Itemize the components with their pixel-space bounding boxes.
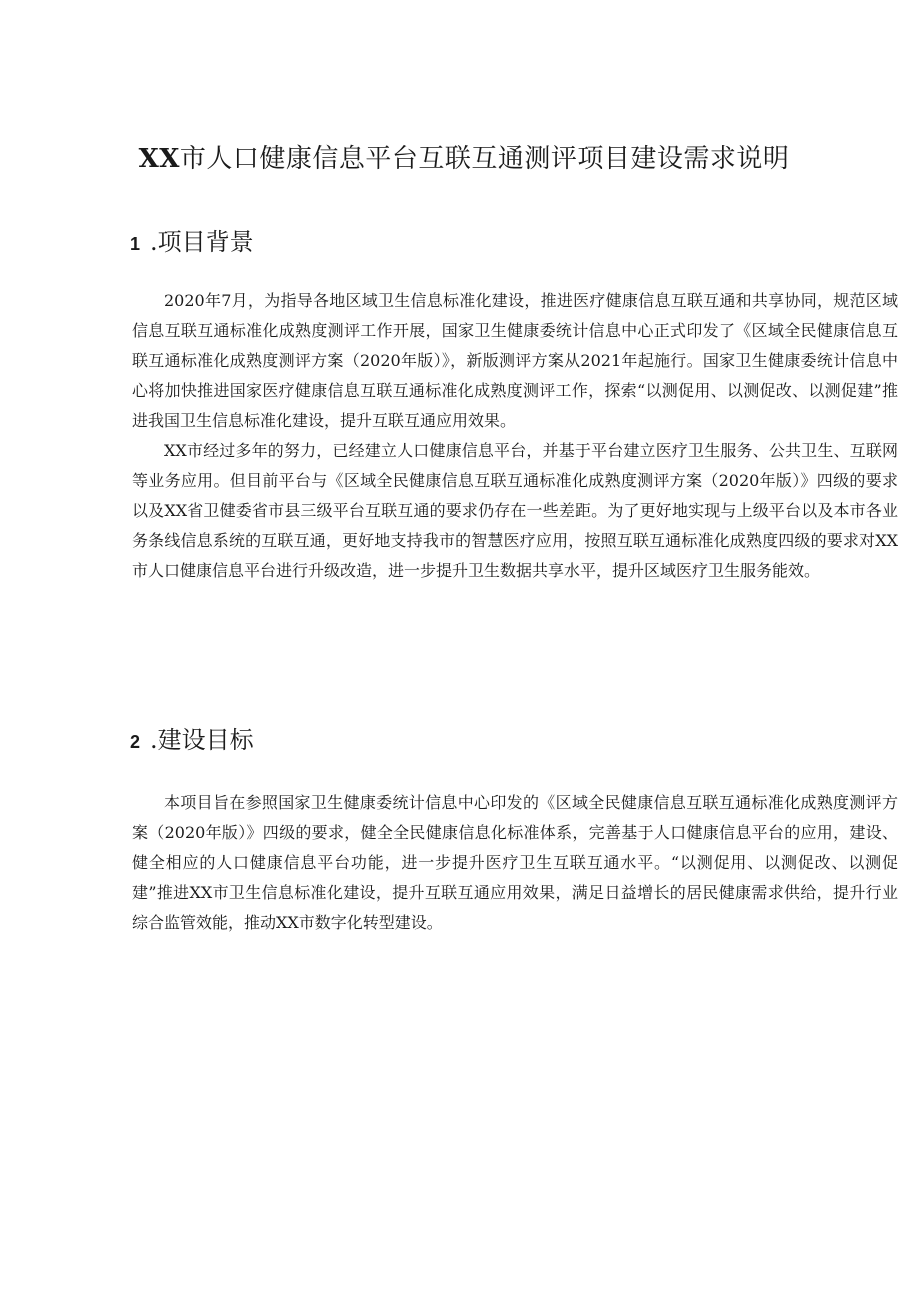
document-title-text: 市人口健康信息平台互联互通测评项目建设需求说明 — [179, 144, 790, 174]
section-body-goals — [132, 788, 898, 938]
section-heading-background — [130, 222, 254, 257]
document-title-prefix: XX — [138, 144, 180, 174]
paragraph: 本项目旨在参照国家卫生健康委统计信息中心印发的《区域全民健康信息互联互通标准化成熟度测评方案（2020年版）》四级的要求，健全全民健康信息化标准体系，完善基于人口健康信息平台的应用，建设、健全相应的人口健康信息平台功能，进一步提升医疗卫生互联互通水平。“以测促用、以测促改、以测促建”推进XX市卫生信息标准化建设，提升互联互通应用效果，满足日益增长的居民健康需求供给，提升行业综合监管效能，推动XX市数字化转型建设。 — [132, 793, 898, 932]
paragraph: 2020年7月，为指导各地区域卫生信息标准化建设，推进医疗健康信息互联互通和共享协同，规范区域信息互联互通标准化成熟度测评工作开展，国家卫生健康委统计信息中心正式印发了《区域全民健康信息互联互通标准化成熟度测评方案（2020年版）》，新版测评方案从2021年起施行。国家卫生健康委统计信息中心将加快推进国家医疗健康信息互联互通标准化成熟度测评工作，探索“以测促用、以测促改、以测促建”推进我国卫生信息标准化建设，提升互联互通应用效果。 — [132, 291, 898, 430]
section-heading-goals — [130, 720, 254, 755]
section-number: 2 — [130, 732, 141, 752]
paragraph: XX市经过多年的努力，已经建立人口健康信息平台，并基于平台建立医疗卫生服务、公共卫生、互联网等业务应用。但目前平台与《区域全民健康信息互联互通标准化成熟度测评方案（2020年版）》四级的要求以及XX省卫健委省市县三级平台互联互通的要求仍存在一些差距。为了更好地实现与上级平台以及本市各业务条线信息系统的互联互通，更好地支持我市的智慧医疗应用，按照互联互通标准化成熟度四级的要求对XX市人口健康信息平台进行升级改造，进一步提升卫生数据共享水平，提升区域医疗卫生服务能效。 — [132, 441, 898, 580]
section-title: .建设目标 — [150, 726, 254, 754]
document-title — [0, 138, 920, 175]
section-body-background — [132, 286, 898, 586]
section-title: .项目背景 — [150, 228, 254, 256]
section-number: 1 — [130, 234, 141, 254]
